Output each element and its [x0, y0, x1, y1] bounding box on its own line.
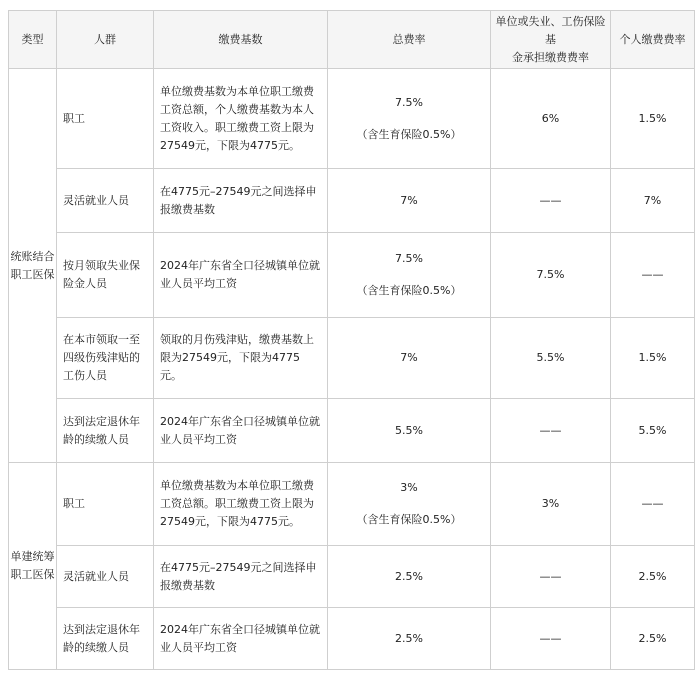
- table-row: [9, 318, 695, 399]
- employer-rate-cell: 7.5%: [491, 233, 611, 318]
- employer-rate-cell: 3%: [491, 463, 611, 546]
- header-personal-rate: 个人缴费费率: [611, 11, 695, 69]
- total-rate-cell: 7%: [328, 169, 491, 233]
- table-row: [9, 169, 695, 233]
- employer-rate-cell: ——: [491, 546, 611, 608]
- personal-rate-cell: 1.5%: [611, 318, 695, 399]
- type-line1: 统账结合: [10, 249, 55, 263]
- base-cell: 2024年广东省全口径城镇单位就业人员平均工资: [154, 608, 328, 670]
- header-type: 类型: [9, 11, 57, 69]
- total-rate-value: 7.5%: [395, 95, 423, 109]
- table-row: [9, 69, 695, 169]
- total-rate-value: 7.5%: [395, 252, 423, 265]
- group-cell: 按月领取失业保险金人员: [57, 233, 154, 318]
- base-cell: 领取的月伤残津贴，缴费基数上限为27549元，下限为4775元。: [154, 318, 328, 399]
- type-line2: 职工医保: [10, 568, 55, 581]
- base-cell: 单位缴费基数为本单位职工缴费工资总额。职工缴费工资上限为27549元，下限为4775元。: [154, 463, 328, 546]
- header-total-rate: 总费率: [328, 11, 491, 69]
- type-cell: [9, 463, 57, 670]
- header-base: 缴费基数: [154, 11, 328, 69]
- header-group: 人群: [57, 11, 154, 69]
- header-employer-rate-line2: 金承担缴费费率: [512, 50, 589, 64]
- header-employer-rate-line1: 单位或失业、工伤保险基: [495, 14, 606, 46]
- base-cell: 2024年广东省全口径城镇单位就业人员平均工资: [154, 233, 328, 318]
- total-rate-cell: [328, 463, 491, 546]
- table-row: [9, 233, 695, 318]
- insurance-rate-table: [8, 10, 695, 670]
- employer-rate-cell: 6%: [491, 69, 611, 169]
- personal-rate-cell: ——: [611, 463, 695, 546]
- group-cell: 达到法定退休年龄的续缴人员: [57, 399, 154, 463]
- type-line1: 单建统筹: [10, 550, 55, 563]
- table-row: [9, 546, 695, 608]
- group-cell: 灵活就业人员: [57, 169, 154, 233]
- type-line2: 职工医保: [10, 267, 55, 281]
- personal-rate-cell: 7%: [611, 169, 695, 233]
- total-rate-cell: 2.5%: [328, 608, 491, 670]
- personal-rate-cell: ——: [611, 233, 695, 318]
- employer-rate-cell: ——: [491, 608, 611, 670]
- type-cell: [9, 69, 57, 463]
- total-rate-cell: 7%: [328, 318, 491, 399]
- table-row: [9, 608, 695, 670]
- personal-rate-cell: 1.5%: [611, 69, 695, 169]
- total-rate-note: （含生育保险0.5%）: [356, 284, 462, 297]
- base-cell: 在4775元–27549元之间选择申报缴费基数: [154, 169, 328, 233]
- base-cell: 2024年广东省全口径城镇单位就业人员平均工资: [154, 399, 328, 463]
- group-cell: 职工: [57, 69, 154, 169]
- group-cell: 灵活就业人员: [57, 546, 154, 608]
- group-cell: 达到法定退休年龄的续缴人员: [57, 608, 154, 670]
- employer-rate-cell: ——: [491, 169, 611, 233]
- group-cell: 在本市领取一至四级伤残津贴的工伤人员: [57, 318, 154, 399]
- personal-rate-cell: 2.5%: [611, 546, 695, 608]
- header-row: [9, 11, 695, 69]
- personal-rate-cell: 5.5%: [611, 399, 695, 463]
- employer-rate-cell: 5.5%: [491, 318, 611, 399]
- total-rate-value: 3%: [400, 481, 418, 494]
- total-rate-cell: 2.5%: [328, 546, 491, 608]
- total-rate-cell: 5.5%: [328, 399, 491, 463]
- base-cell: 在4775元–27549元之间选择申报缴费基数: [154, 546, 328, 608]
- total-rate-cell: [328, 233, 491, 318]
- base-cell: 单位缴费基数为本单位职工缴费工资总额，个人缴费基数为本人工资收入。职工缴费工资上限为27549元，下限为4775元。: [154, 69, 328, 169]
- table-row: [9, 399, 695, 463]
- group-cell: 职工: [57, 463, 154, 546]
- total-rate-cell: [328, 69, 491, 169]
- table-row: [9, 463, 695, 546]
- header-employer-rate: [491, 11, 611, 69]
- employer-rate-cell: ——: [491, 399, 611, 463]
- personal-rate-cell: 2.5%: [611, 608, 695, 670]
- total-rate-note: （含生育保险0.5%）: [356, 513, 462, 526]
- total-rate-note: （含生育保险0.5%）: [356, 127, 462, 141]
